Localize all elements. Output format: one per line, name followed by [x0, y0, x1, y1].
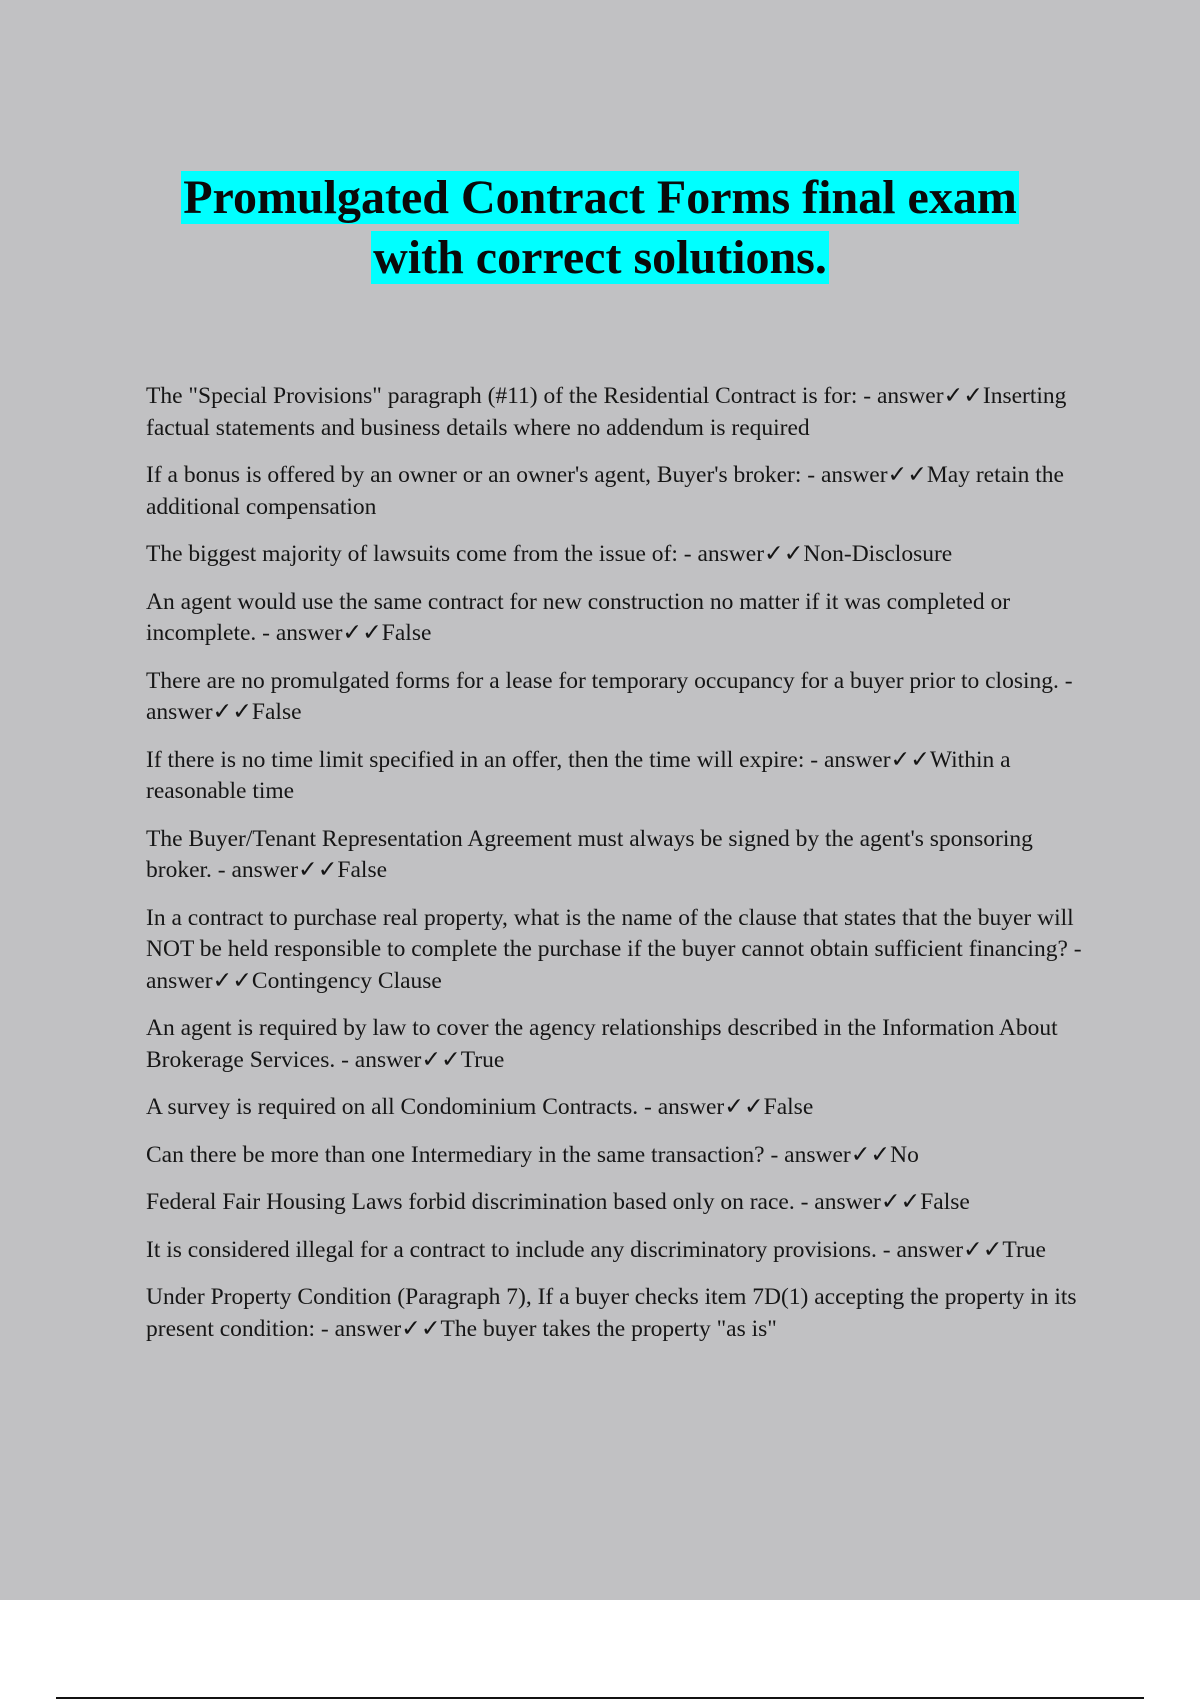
- document-title: [0, 168, 1200, 288]
- qa-item: Federal Fair Housing Laws forbid discrimination based only on race. - answer✓✓False: [146, 1189, 970, 1215]
- qa-item: If there is no time limit specified in an offer, then the time will expire: - answer✓✓Within a reasonable time: [146, 746, 1011, 804]
- footer-rule: [56, 1697, 1144, 1699]
- qa-item: The "Special Provisions" paragraph (#11) of the Residential Contract is for: - answer✓✓Inserting factual statements and business details where no addendum is required: [146, 383, 1067, 441]
- qa-item: An agent would use the same contract for new construction no matter if it was completed or incomplete. - answer✓✓False: [146, 588, 1011, 646]
- qa-item: The Buyer/Tenant Representation Agreement must always be signed by the agent's sponsoring broker. - answer✓✓False: [146, 825, 1033, 883]
- qa-item: There are no promulgated forms for a lease for temporary occupancy for a buyer prior to closing. - answer✓✓False: [146, 667, 1073, 725]
- title-line-2: with correct solutions.: [373, 231, 827, 284]
- qa-item: A survey is required on all Condominium Contracts. - answer✓✓False: [146, 1094, 814, 1120]
- qa-item: If a bonus is offered by an owner or an owner's agent, Buyer's broker: - answer✓✓May retain the additional compensation: [146, 462, 1064, 520]
- qa-item: Under Property Condition (Paragraph 7), If a buyer checks item 7D(1) accepting the property in its present condition: - answer✓✓The buyer takes the property "as is": [146, 1284, 1077, 1342]
- qa-item: An agent is required by law to cover the agency relationships described in the Information About Brokerage Services. - answer✓✓True: [146, 1015, 1058, 1073]
- qa-item: The biggest majority of lawsuits come from the issue of: - answer✓✓Non-Disclosure: [146, 541, 953, 567]
- qa-item: It is considered illegal for a contract to include any discriminatory provisions. - answer✓✓True: [146, 1236, 1046, 1263]
- title-line-1: Promulgated Contract Forms final exam: [183, 171, 1017, 224]
- qa-item: In a contract to purchase real property, what is the name of the clause that states that the buyer will NOT be held responsible to complete the purchase if the buyer cannot obtain sufficient financing? - answer✓✓Contingency Clause: [146, 904, 1082, 994]
- qa-list: [146, 381, 1091, 1361]
- qa-item: Can there be more than one Intermediary in the same transaction? - answer✓✓No: [146, 1141, 919, 1168]
